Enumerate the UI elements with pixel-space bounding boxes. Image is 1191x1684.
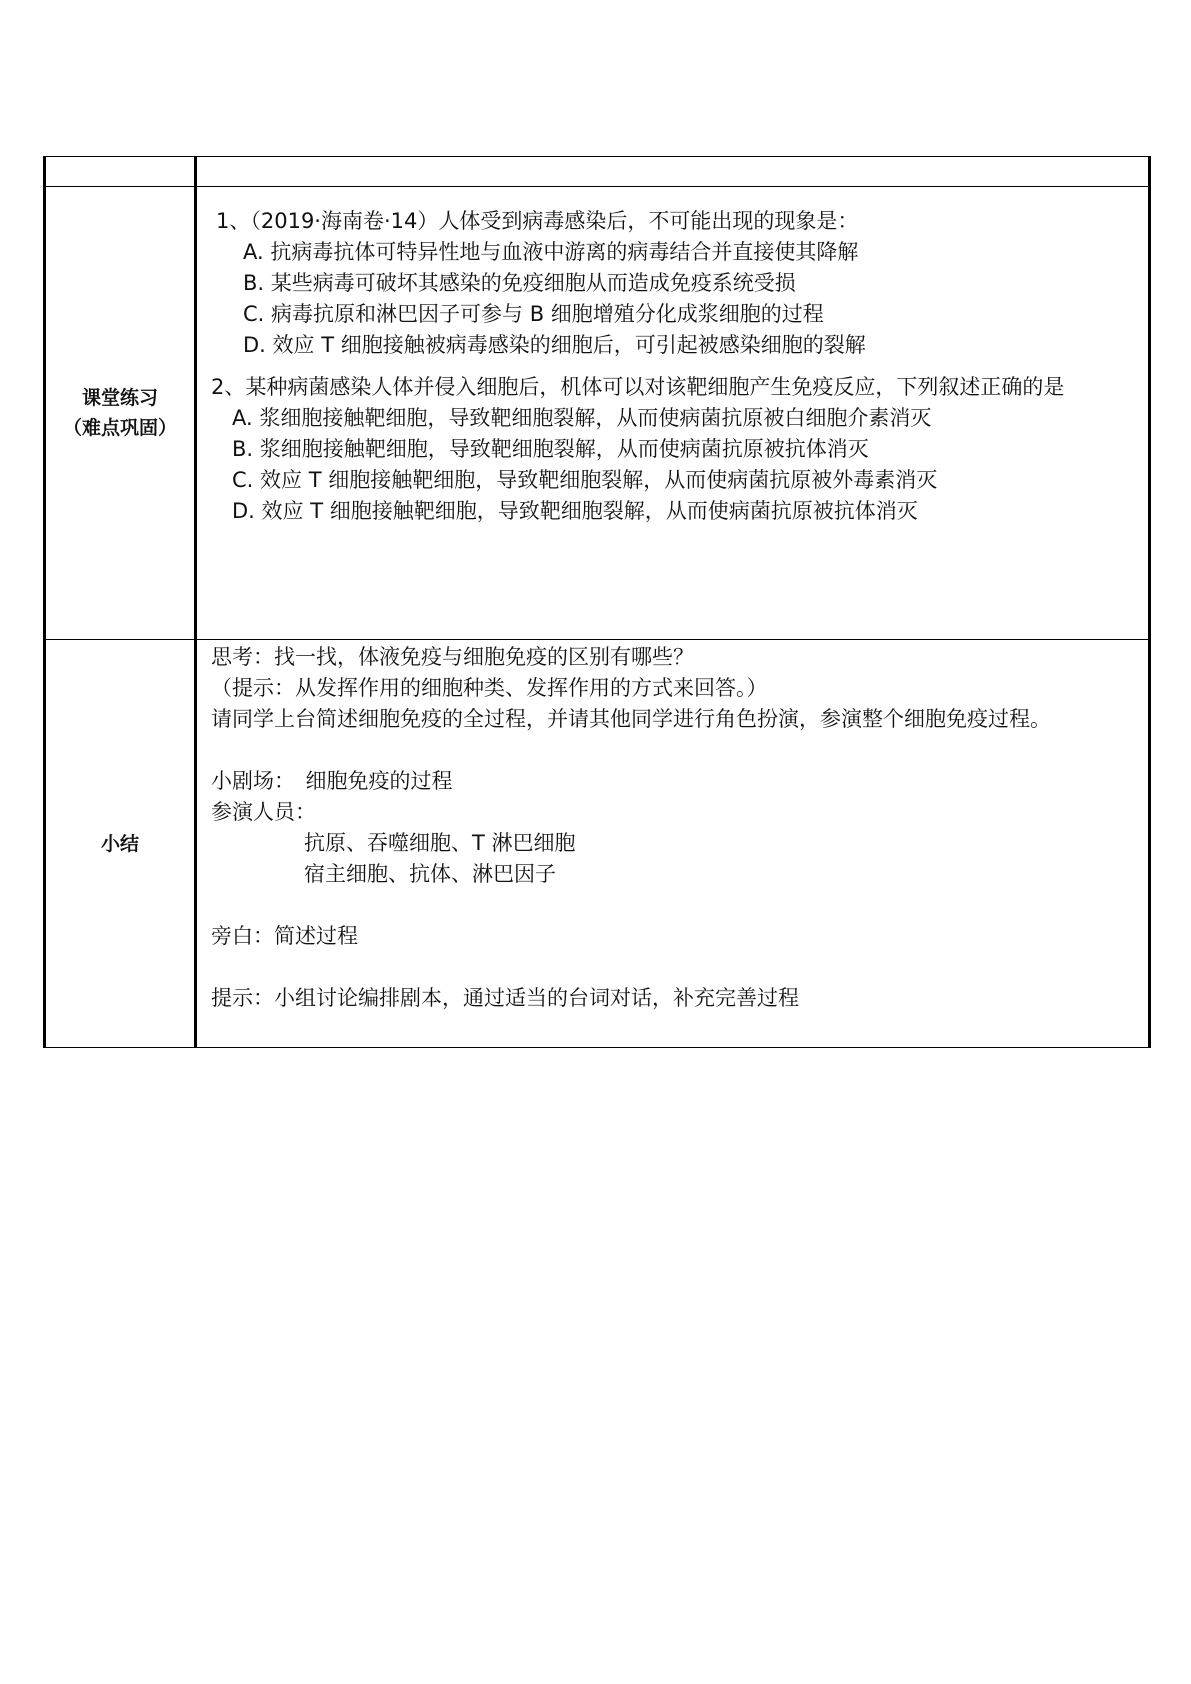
lesson-table	[43, 156, 1151, 1048]
question-1-option-b: B. 某些病毒可破坏其感染的免疫细胞从而造成免疫系统受损	[243, 271, 796, 295]
summary-cast-line-1: 抗原、吞噬细胞、T 淋巴细胞	[304, 831, 576, 855]
blank-line	[211, 735, 1134, 766]
empty-label-cell	[45, 157, 196, 187]
question-1-stem: 1、（2019·海南卷·14）人体受到病毒感染后，不可能出现的现象是：	[216, 209, 859, 233]
table-row-summary	[45, 640, 1150, 1048]
blank-line	[211, 952, 1134, 983]
summary-label: 小结	[100, 832, 139, 855]
table-row-practice	[45, 187, 1150, 640]
summary-label-cell	[45, 640, 196, 1048]
question-1-option-a: A. 抗病毒抗体可特异性地与血液中游离的病毒结合并直接使其降解	[243, 240, 859, 264]
summary-cast-label: 参演人员：	[211, 800, 316, 824]
summary-hint-answer: （提示：从发挥作用的细胞种类、发挥作用的方式来回答。）	[211, 676, 768, 700]
summary-theater-title: 小剧场： 细胞免疫的过程	[211, 769, 453, 793]
blank-line	[211, 890, 1134, 921]
summary-content	[197, 640, 1148, 1014]
summary-narration: 旁白：简述过程	[211, 924, 358, 948]
summary-think: 思考：找一找，体液免疫与细胞免疫的区别有哪些？	[211, 645, 694, 669]
table-row-empty	[45, 157, 1150, 187]
question-1-option-d: D. 效应 T 细胞接触被病毒感染的细胞后，可引起被感染细胞的裂解	[243, 333, 866, 357]
question-2-option-b: B. 浆细胞接触靶细胞，导致靶细胞裂解，从而使病菌抗原被抗体消灭	[232, 437, 869, 461]
question-2-option-c: C. 效应 T 细胞接触靶细胞，导致靶细胞裂解，从而使病菌抗原被外毒素消灭	[232, 468, 938, 492]
summary-cast-line-2: 宿主细胞、抗体、淋巴因子	[304, 862, 556, 886]
summary-task: 请同学上台简述细胞免疫的全过程，并请其他同学进行角色扮演，参演整个细胞免疫过程。	[211, 707, 1051, 731]
practice-label-cell	[45, 187, 196, 640]
practice-content-cell	[196, 187, 1150, 640]
summary-hint-script: 提示：小组讨论编排剧本，通过适当的台词对话，补充完善过程	[211, 986, 799, 1010]
practice-content	[197, 187, 1148, 527]
question-2-option-d: D. 效应 T 细胞接触靶细胞，导致靶细胞裂解，从而使病菌抗原被抗体消灭	[232, 499, 918, 523]
summary-content-cell	[196, 640, 1150, 1048]
practice-label-title: 课堂练习	[81, 387, 158, 409]
practice-label-subtitle: （难点巩固）	[62, 417, 177, 439]
question-2-option-a: A. 浆细胞接触靶细胞，导致靶细胞裂解，从而使病菌抗原被白细胞介素消灭	[232, 406, 932, 430]
question-1-option-c: C. 病毒抗原和淋巴因子可参与 B 细胞增殖分化成浆细胞的过程	[243, 302, 824, 326]
question-2-stem: 2、某种病菌感染人体并侵入细胞后，机体可以对该靶细胞产生免疫反应，下列叙述正确的是	[211, 375, 1065, 399]
empty-content-cell	[196, 157, 1150, 187]
